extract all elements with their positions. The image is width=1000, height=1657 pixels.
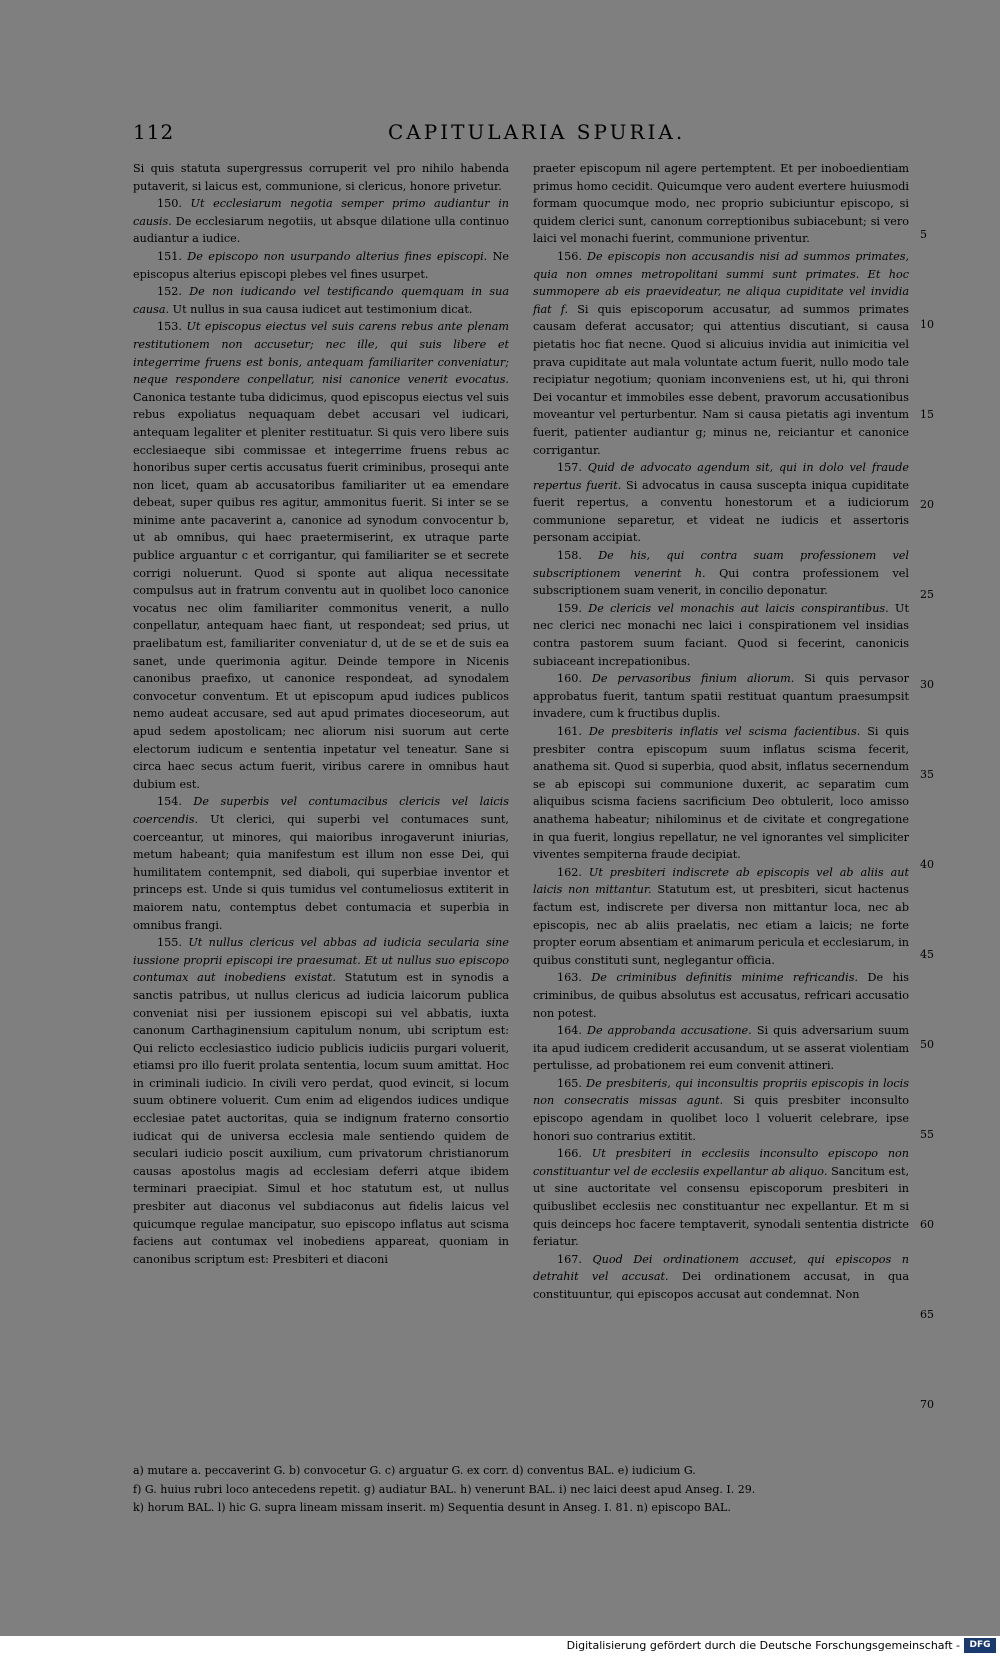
line-number: 60 [920,1218,934,1231]
chapter-paragraph [133,318,509,793]
chapter-body: Qui contra professionem vel subscriptionem suam venerit, in concilio deponatur. [533,566,909,598]
chapter-number: 158. [557,549,582,563]
line-number: 15 [920,408,934,421]
chapter-paragraph [533,547,909,600]
footnote-line: a) mutare a. peccaverint G. b) convocetur G. c) arguatur G. ex corr. d) conventus BAL. e) iudicium G. [133,1464,696,1477]
digitization-footer [0,1636,1000,1657]
chapter-heading: Ut presbiteri in ecclesiis inconsulto episcopo non constituantur vel de ecclesiis expellantur ab aliquo. [533,1147,909,1178]
chapter-heading: De presbiteris, qui inconsultis propriis episcopis in locis non consecratis missas agunt. [533,1076,909,1108]
chapter-body: Si quis episcoporum accusatur, ad summos primates causam deferat accusator; qui attentius discutiant, si causa pietatis hoc fiat necne. Quod si alicuius invidia aut inimicitia vel prava cupiditate aut mala voluntate actum fuerit, nullo modo tale recipiatur negotium; quoniam inconveniens est, ut hi, qui throni Dei vocantur et immobiles esse debent, pravorum accusationibus moveantur vel perturbentur. Nam si causa pietatis agi inventum fuerit, patienter audiantur g; minus ne, reiciantur et canonice corrigantur. [533,302,909,457]
chapter-body: Dei ordinationem accusat, in qua constituuntur, qui episcopos accusat aut condemnat. Non [533,1270,910,1301]
paragraph [133,160,509,195]
chapter-body: Statutum est in synodis a sanctis patribus, ut nullus clericus ad iudicia laicorum publica conveniat nisi per iussionem episcopi sui vel abbatis, iuxta canonum Carthaginensium capitulum nonum, ubi scriptum est: Qui relicto ecclesiastico iudicio publicis iudiciis purgari voluerit, etiamsi pro illo fuerit prolata sententia, locum suum amittat. Hoc in criminali iudicio. In civili vero perdat, quod evincit, si locum suum obtinere voluerit. Cum enim ad eligendos iudices undique ecclesiae patet auctoritas, quia se indignum fraterno consortio iudicat qui de universa ecclesia male sentiendo quidem de seculari iudicio poscit auxilium, cum privatorum christianorum causas apostolus magis ad ecclesiam deferri atque ibidem terminari praecipiat. Simul et hoc statutum est, ut nullus presbiter aut diaconus vel subdiaconus aut fidelis laicus vel quicumque regulae mancipatur, suo episcopo inflatus aut scisma faciens aut contumax vel inobediens appareat, quoniam in canonibus scriptum est: Presbiteri et diaconi [133,971,510,1266]
line-number: 5 [920,228,927,241]
chapter-paragraph [533,248,909,459]
chapter-paragraph [533,969,909,1022]
chapter-heading: Ut presbiteri indiscrete ab episcopis vel ab aliis aut laicis non mittantur. [533,865,909,897]
chapter-paragraph [133,195,509,248]
chapter-heading: De episcopis non accusandis nisi ad summos primates, quia non omnes metropolitani summi sunt primates. Et hoc summopere ab eis praevideatur, ne aliqua cupiditate vel invidia fiat f. [533,249,910,316]
chapter-body: Si quis presbiter inconsulto episcopo agendam in quolibet loco l voluerit celebrare, ipse honori suo contrarius extitit. [533,1094,910,1143]
chapter-heading: Quod Dei ordinationem accuset, qui episcopos n detrahit vel accusat. [533,1252,909,1284]
chapter-paragraph [533,1075,909,1145]
footnote-line: f) G. huius rubri loco antecedens repetit. g) audiatur BAL. h) venerunt BAL. i) nec laici deest apud Anseg. I. 29. [133,1482,756,1496]
chapter-number: 161. [557,725,582,738]
page-header [133,120,919,152]
page-number: 112 [133,120,175,144]
paragraph [533,160,909,248]
chapter-body: Canonica testante tuba didicimus, quod episcopus eiectus vel suis rebus expoliatus nequaquam debet accusari vel iudicari, antequam legaliter et pleniter restituatur. Si quis vero libere suis ecclesiaeque sibi commissae et integerrime fruens rebus ac honoribus super certis accusatus fuerit criminibus, prosequi ante non licet, quam ab accusatoribus familiariter ut ea emendare debeat, super quibus res agitur, ammonitus fuerit. Si inter se se minime ante pacaverint a, canonice ad synodum convocentur b, ut ab omnibus, qui haec praetermiserint, ex utraque parte publice arguantur c et corrigantur, qui familiariter se et secrete corrigi noluerunt. Quod si sponte aut aliqua necessitate compulsus aut in fratrum conventu aut in quolibet loco canonice vocatus nec olim familiariter commonitus venerit, a nullo conpellatur, antequam haec fiant, ut respondeat; sed prius, ut praelibatum est, familiariter conveniatur d, ut de se et de suis ea sanet, unde querimonia agitur. Deinde tempore in Nicenis canonibus praefixo, ut canonice respondeat, ad synodalem convocetur conventum. Et ut episcopum apud iudices publicos nemo audeat accusare, sed aut apud primates dioceseorum, aut apud sedem apostolicam; nec aliorum nisi suorum aut certe electorum iudicum e sententia inpetatur vel teneatur. Sane si circa haec secus actum fuerit, viribus carere in omnibus haut dubium est. [133,390,509,791]
chapter-number: 162. [557,865,582,879]
chapter-number: 157. [557,461,582,475]
left-column [133,160,509,1268]
chapter-paragraph [133,934,509,1268]
chapter-body: Ut nullus in sua causa iudicet aut testimonium dicat. [172,302,473,316]
line-number: 65 [920,1308,934,1321]
line-number: 55 [920,1128,934,1141]
line-number: 50 [920,1038,934,1051]
line-number: 10 [920,318,934,331]
chapter-body: Si advocatus in causa suscepta iniqua cupiditate fuerit repertus, a conventu honestorum et a iudiciorum communione separetur, et videat ne iudicis et assertoris personam accipiat. [533,478,909,545]
chapter-heading: De non iudicando vel testificando quemquam in sua causa. [133,285,510,316]
chapter-body: Si quis adversarium suum ita apud iudicem crediderit accusandum, ut se asserat violentiam pertulisse, ad probationem rei eum convenit attineri. [533,1024,910,1073]
chapter-heading: De clericis vel monachis aut laicis conspirantibus. [588,601,889,615]
line-number: 20 [920,498,934,511]
chapter-paragraph [533,459,909,547]
running-title: CAPITULARIA SPURIA. [388,120,686,144]
chapter-heading: De criminibus definitis minime refricandis. [591,971,859,985]
paragraph-text: praeter episcopum nil agere pertemptent. Et per inoboedientiam primus homo cecidit. Quicumque vero audent evertere huiusmodi formam quocumque modo, nec proprio subiciuntur episcopo, si quidem clerici sunt, canonum correptionibus subiacebunt; si vero laici vel monachi fuerint, communione priventur. [533,162,909,246]
chapter-number: 150. [157,197,182,211]
chapter-number: 156. [557,249,582,263]
right-column [533,160,909,1304]
chapter-heading: De episcopo non usurpando alterius fines episcopi. [187,249,488,263]
chapter-paragraph [533,864,909,970]
chapter-heading: De approbanda accusatione. [587,1024,752,1038]
dfg-logo: DFG [964,1638,996,1653]
line-number: 30 [920,678,934,691]
line-number: 40 [920,858,934,871]
paragraph-text: Si quis statuta supergressus corruperit vel pro nihilo habenda putaverit, si laicus est, communione, si clericus, honore privetur. [133,162,509,193]
chapter-heading: Ut episcopus eiectus vel suis carens rebus ante plenam restitutionem non accusetur; nec ille, qui suis libere et integerrime fruens est bonis, antequam familiariter conveniatur; neque respondere conpellatur, nisi canonice venerit evocatus. [133,320,509,387]
chapter-number: 166. [557,1147,582,1161]
chapter-body: Statutum est, ut presbiteri, sicut hactenus factum est, indiscrete per diversa non mittantur loca, nec ab episcopis, nec ab aliis praelatis, nec etiam a laicis; ne forte propter eorum absentiam et animarum pericula et ecclesiarum, in quibus constituti sunt, neglegantur officia. [533,883,910,967]
chapter-number: 163. [557,971,582,985]
chapter-body: De his criminibus, de quibus absolutus est accusatus, refricari accusatio non potest. [533,971,909,1020]
chapter-body: Ut nec clerici nec monachi nec laici i conspirationem vel insidias contra pastorem suum faciant. Quod si fecerint, canonicis subiaceant increpationibus. [533,601,909,668]
chapter-heading: De presbiteris inflatis vel scisma facientibus. [588,725,861,738]
chapter-paragraph [533,1145,909,1251]
chapter-body: Sancitum est, ut sine auctoritate vel consensu episcoporum presbiteri in quibuslibet ecclesiis nec constituantur nec expellantur. Et m si quis deinceps hoc facere temptaverit, synodali sententia districte feriatur. [533,1164,910,1249]
chapter-number: 151. [157,249,182,263]
footnote-line: k) horum BAL. l) hic G. supra lineam missam inserit. m) Sequentia desunt in Anseg. I. 81. n) episcopo BAL. [133,1501,731,1514]
chapter-heading: De superbis vel contumacibus clericis vel laicis coercendis. [133,795,509,826]
chapter-number: 165. [557,1076,582,1090]
chapter-number: 153. [157,320,182,334]
chapter-body: Ne episcopus alterius episcopi plebes vel fines usurpet. [133,249,510,281]
chapter-number: 155. [157,936,182,950]
chapter-heading: De pervasoribus finium aliorum. [591,672,795,686]
line-number: 25 [920,588,934,601]
chapter-paragraph [133,793,509,934]
chapter-body: Ut clerici, qui superbi vel contumaces sunt, coerceantur, ut minores, qui maioribus inrogaverunt iniurias, metum habeant; quia manifestum est illum non esse Dei, qui humilitatem contempnit, sed diaboli, qui superbiae inventor et princeps est. Unde si quis tumidus vel contumeliosus extiterit in maiorem natu, contemptus debet contumacia et superbia in omnibus frangi. [133,812,509,932]
chapter-paragraph [533,1251,909,1304]
chapter-number: 160. [557,672,582,686]
chapter-heading: Quid de advocato agendum sit, qui in dolo vel fraude repertus fuerit. [533,461,909,492]
chapter-body: Si quis pervasor approbatus fuerit, tantum spatii restituat quantum praesumpsit invadere, cum k fructibus duplis. [533,672,909,721]
chapter-heading: Ut nullus clericus vel abbas ad iudicia secularia sine iussione proprii episcopi ire praesumat. Et ut nullus suo episcopo contumax aut inobediens existat. [133,936,509,985]
line-number: 70 [920,1398,934,1411]
chapter-number: 152. [157,285,182,299]
chapter-number: 154. [157,795,182,809]
chapter-paragraph [133,248,509,283]
chapter-paragraph [533,1022,909,1075]
chapter-paragraph [533,670,909,723]
footnotes [133,1462,919,1518]
chapter-heading: De his, qui contra suam professionem vel subscriptionem venerint h. [533,549,910,580]
chapter-number: 164. [557,1024,582,1038]
chapter-number: 167. [557,1252,582,1266]
chapter-body: De ecclesiarum negotiis, ut absque dilatione ulla continuo audiantur a iudice. [133,214,509,246]
chapter-paragraph [533,723,909,864]
chapter-body: Si quis presbiter contra episcopum suum inflatus scisma fecerit, anathema sit. Quod si superbia, quod absit, inflatus secernendum se ab episcopi sui communione duxerit, ac separatim cum aliquibus scisma faciens sacrificium Deo obtulerit, loco amisso anathema habeatur; nihilominus et de civitate et congregatione in qua fuerit, longius repellatur, ne vel ignorantes vel simpliciter viventes sempiterna fraude decipiat. [533,725,909,862]
footer-credit-text: Digitalisierung gefördert durch die Deutsche Forschungsgemeinschaft - [566,1639,960,1652]
line-number: 35 [920,768,934,781]
chapter-number: 159. [557,601,582,615]
chapter-heading: Ut ecclesiarum negotia semper primo audiantur in causis. [133,197,509,228]
chapter-paragraph [133,283,509,318]
line-number-margin [920,160,952,1460]
chapter-paragraph [533,600,909,670]
line-number: 45 [920,948,934,961]
